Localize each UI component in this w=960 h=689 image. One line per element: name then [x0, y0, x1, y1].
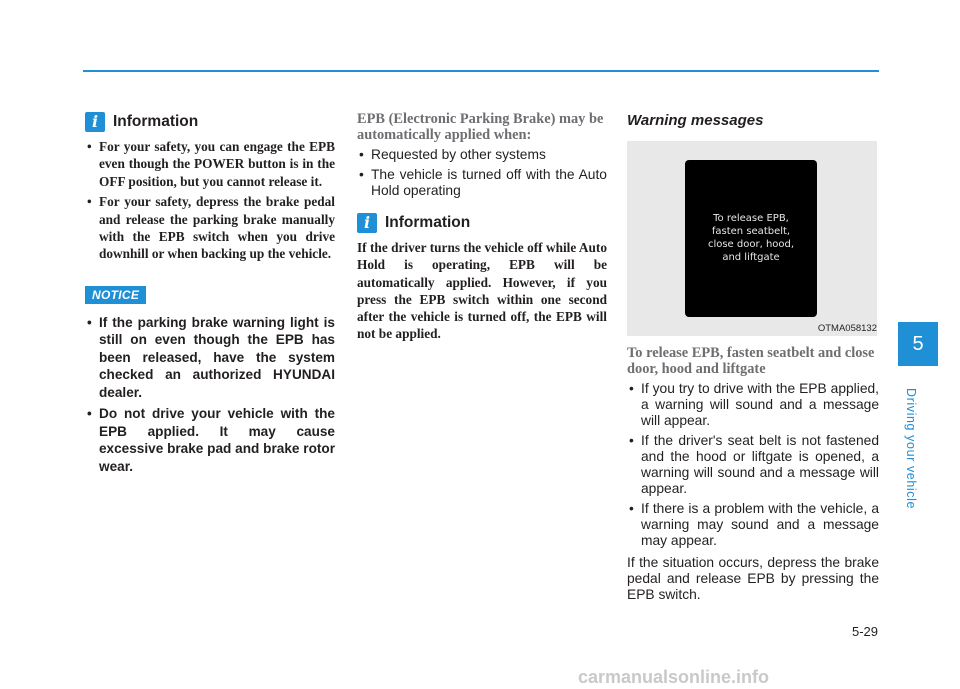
cluster-screen: [685, 160, 817, 317]
column-middle: [357, 112, 607, 342]
column-left: [85, 112, 335, 479]
chapter-tab: 5: [898, 322, 938, 366]
list-item: • The vehicle is turned off with the Auto Hold operating: [357, 167, 607, 199]
information-icon: i: [357, 213, 377, 233]
list-item: • Requested by other systems: [357, 147, 607, 163]
top-rule: [83, 70, 879, 72]
cluster-display-illustration: [627, 141, 877, 336]
list-item: • Do not drive your vehicle with the EPB applied. It may cause excessive brake pad and brake rotor wear.: [85, 405, 335, 475]
page-number: 5-29: [851, 624, 878, 639]
warning-messages-title: Warning messages: [627, 112, 764, 129]
notice-list: [85, 314, 335, 476]
image-code: OTMA058132: [817, 323, 877, 334]
information-header: [85, 112, 335, 132]
list-item: • If you try to drive with the EPB applied, a warning will sound and a message will appear.: [627, 381, 879, 429]
information-header: [357, 213, 607, 233]
notice-badge: NOTICE: [85, 286, 146, 304]
list-item: • For your safety, depress the brake pedal and release the parking brake manually with the EPB switch when you drive downhill or when backing up the vehicle.: [85, 193, 335, 263]
list-item: • If the driver's seat belt is not fastened and the hood or liftgate is opened, a warning will sound and a message will appear.: [627, 433, 879, 497]
warning-conditions-list: [627, 381, 879, 549]
auto-apply-list: [357, 147, 607, 199]
column-right: [627, 112, 879, 603]
list-item: • If there is a problem with the vehicle, a warning may sound and a message may appear.: [627, 501, 879, 549]
information-title: Information: [113, 113, 199, 130]
information-text: If the driver turns the vehicle off while Auto Hold is operating, EPB will be automatically applied. However, if you press the EPB switch within one second after the vehicle is turned off, the EPB will not be applied.: [357, 240, 607, 342]
section-heading: EPB (Electronic Parking Brake) may be automatically applied when:: [357, 111, 604, 143]
list-item: • If the parking brake warning light is still on even though the EPB has been released, have the system checked an authorized HYUNDAI dealer.: [85, 314, 335, 402]
cluster-screen-message: To release EPB, fasten seatbelt, close door, hood, and liftgate: [707, 213, 795, 263]
chapter-side-label: Driving your vehicle: [904, 388, 918, 510]
closing-paragraph: If the situation occurs, depress the brake pedal and release EPB by pressing the EPB switch.: [627, 555, 879, 603]
information-title: Information: [385, 214, 471, 232]
section-heading: To release EPB, fasten seatbelt and close door, hood and liftgate: [627, 345, 875, 377]
information-icon: i: [85, 112, 105, 132]
information-list: [85, 138, 335, 263]
watermark-text: carmanualsonline.info: [578, 667, 770, 687]
list-item: • For your safety, you can engage the EPB even though the POWER button is in the OFF position, but you cannot release it.: [85, 138, 335, 190]
